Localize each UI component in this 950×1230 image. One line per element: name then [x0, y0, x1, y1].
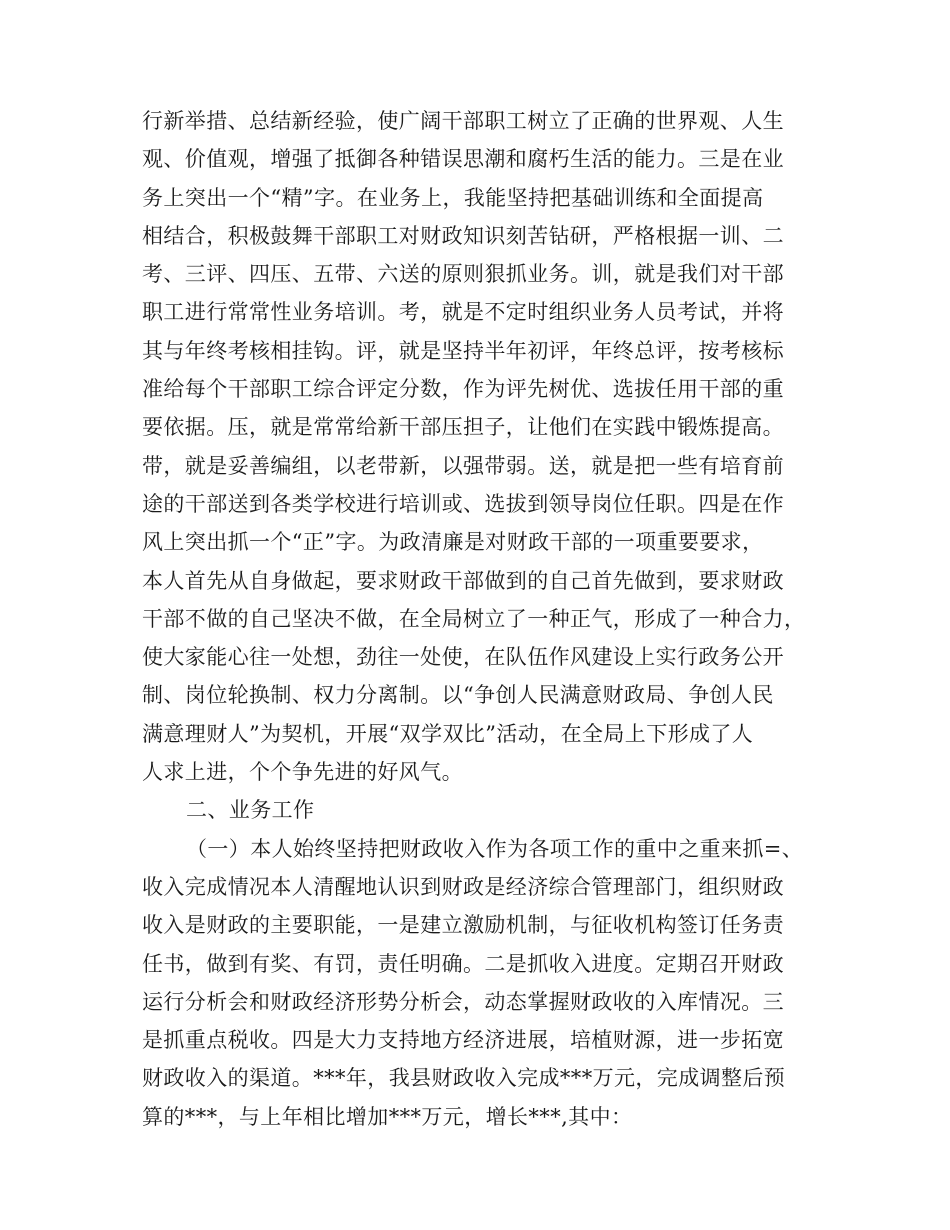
paragraph-line: 考、三评、四压、五带、六送的原则狠抓业务。训，就是我们对干部: [142, 262, 784, 287]
paragraph-line: 职工进行常常性业务培训。考，就是不定时组织业务人员考试，并将: [142, 300, 784, 325]
paragraph-line: 收入完成情况本人清醒地认识到财政是经济综合管理部门，组织财政: [142, 874, 784, 899]
paragraph-line: 行新举措、总结新经验，使广阔干部职工树立了正确的世界观、人生: [142, 109, 784, 133]
paragraph-line: 任书，做到有奖、有罚，责任明确。二是抓收入进度。定期召开财政: [142, 951, 784, 976]
document-body: [142, 102, 812, 1136]
paragraph-line: 要依据。压，就是常常给新干部压担子，让他们在实践中锻炼提高。: [142, 415, 784, 440]
paragraph-line: 制、岗位轮换制、权力分离制。以“争创人民满意财政局、争创人民: [142, 683, 774, 708]
paragraph-line: 相结合，积极鼓舞干部职工对财政知识刻苦钻研，严格根据一训、二: [142, 223, 784, 248]
paragraph-line: 观、价值观，增强了抵御各种错误思潮和腐朽生活的能力。三是在业: [142, 147, 784, 172]
paragraph-line: 算的***，与上年相比增加***万元，增长***,其中：: [142, 1104, 633, 1129]
paragraph-line: 风上突出抓一个“正”字。为政清廉是对财政干部的一项重要要求，: [142, 530, 764, 555]
paragraph-line: 带，就是妥善编组，以老带新，以强带弱。送，就是把一些有培育前: [142, 453, 784, 478]
paragraph-line: 财政收入的渠道。***年，我县财政收入完成***万元，完成调整后预: [142, 1066, 786, 1091]
paragraph-line: 收入是财政的主要职能，一是建立激励机制，与征收机构签订任务责: [142, 913, 784, 938]
paragraph-line: 本人首先从自身做起，要求财政干部做到的自己首先做到，要求财政: [142, 568, 784, 593]
paragraph-line: 干部不做的自己坚决不做，在全局树立了一种正气，形成了一种合力，: [142, 606, 806, 631]
paragraph-line: 人求上进，个个争先进的好风气。: [142, 760, 463, 785]
paragraph-line: 满意理财人”为契机，开展“双学双比”活动，在全局上下形成了人: [142, 721, 754, 746]
paragraph-line: 运行分析会和财政经济形势分析会，动态掌握财政收的入库情况。三: [142, 989, 784, 1014]
paragraph-line: 其与年终考核相挂钩。评，就是坚持半年初评，年终总评，按考核标: [142, 338, 784, 363]
section-heading: 二、业务工作: [186, 798, 315, 823]
paragraph-line: 使大家能心往一处想，劲往一处使，在队伍作风建设上实行政务公开: [142, 645, 784, 670]
paragraph-line: 途的干部送到各类学校进行培训或、选拔到领导岗位任职。四是在作: [142, 491, 784, 516]
paragraph-line: 准给每个干部职工综合评定分数，作为评先树优、选拔任用干部的重: [142, 377, 784, 402]
paragraph-line: （一）本人始终坚持把财政收入作为各项工作的重中之重来抓=、: [186, 836, 804, 861]
paragraph-line: 是抓重点税收。四是大力支持地方经济进展，培植财源，进一步拓宽: [142, 1028, 784, 1053]
paragraph-line: 务上突出一个“精”字。在业务上，我能坚持把基础训练和全面提高: [142, 185, 764, 210]
